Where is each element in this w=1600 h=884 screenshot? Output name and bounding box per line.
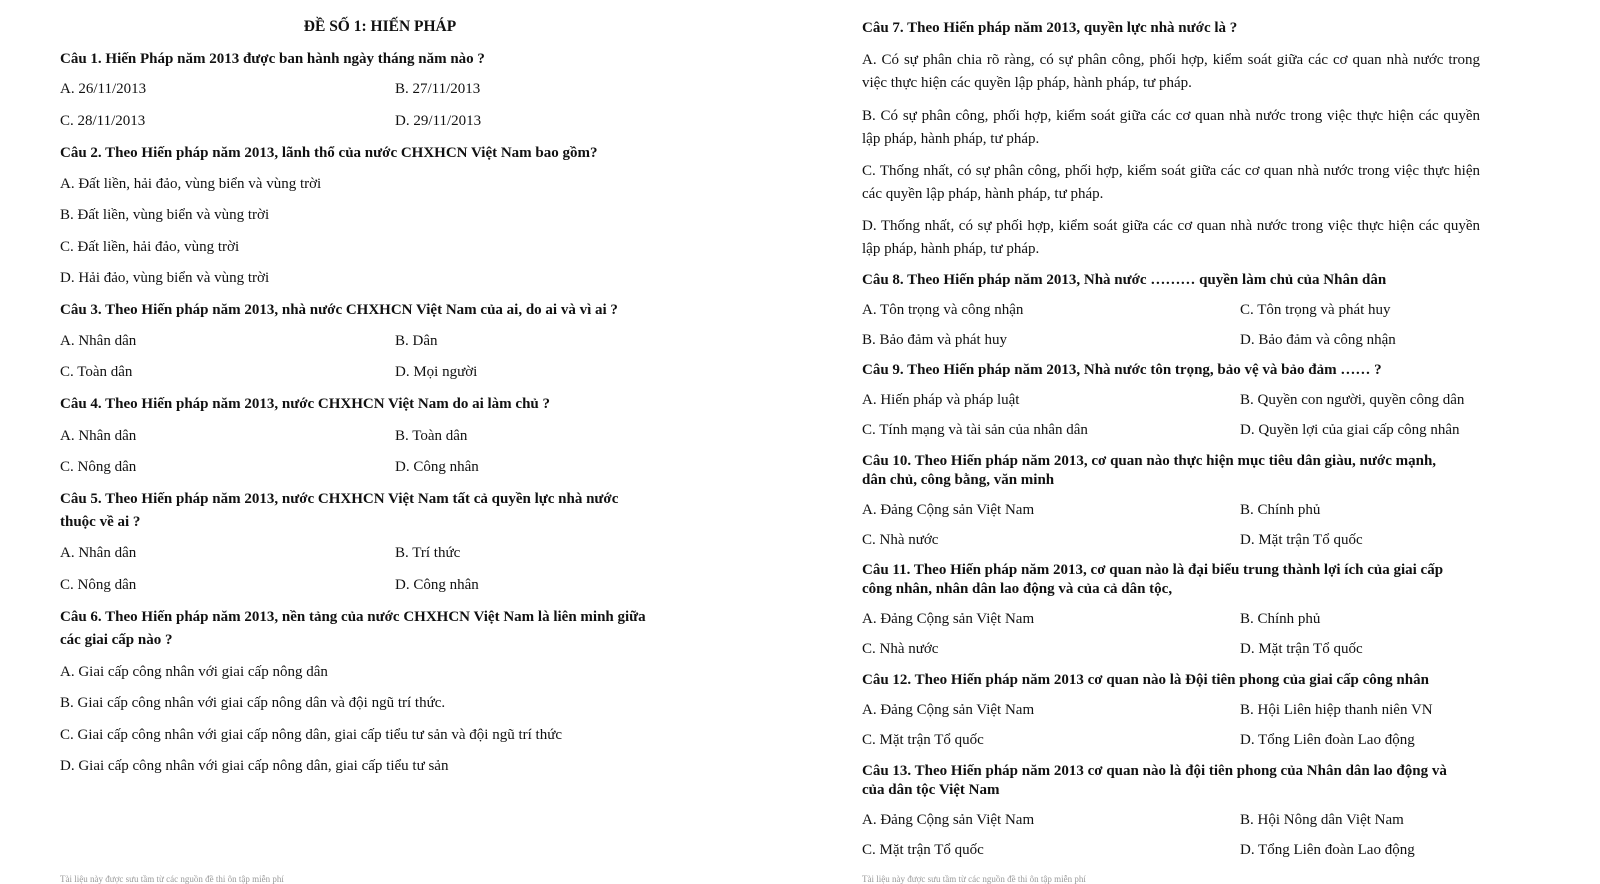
q9-option-d: D. Quyền lợi của giai cấp công nhân — [1240, 422, 1460, 438]
q1-option-c: C. 28/11/2013 — [60, 113, 146, 129]
q7-option-b: B. Có sự phân công, phối hợp, kiểm soát giữa các cơ quan nhà nước trong việc thực hiện các quyền lập pháp, hành pháp, tư pháp. — [862, 108, 1480, 147]
q12-option-a: A. Đảng Cộng sản Việt Nam — [862, 702, 1035, 718]
q5-option-b: B. Trí thức — [395, 545, 461, 561]
q4-option-d: D. Công nhân — [395, 459, 479, 475]
q9-option-a: A. Hiến pháp và pháp luật — [862, 392, 1020, 408]
question-1: Câu 1. Hiến Pháp năm 2013 được ban hành ngày tháng năm nào ? — [60, 51, 485, 67]
q1-option-a: A. 26/11/2013 — [60, 81, 147, 97]
question-13-line-1: Câu 13. Theo Hiến pháp năm 2013 cơ quan nào là đội tiên phong của Nhân dân lao động và — [862, 763, 1447, 779]
q5-option-a: A. Nhân dân — [60, 545, 137, 561]
q13-option-d: D. Tổng Liên đoàn Lao động — [1240, 842, 1415, 858]
document-title: ĐỀ SỐ 1: HIẾN PHÁP — [303, 18, 457, 35]
q4-option-c: C. Nông dân — [60, 459, 137, 475]
question-5-line-1: Câu 5. Theo Hiến pháp năm 2013, nước CHXHCN Việt Nam tất cả quyền lực nhà nước — [60, 491, 619, 507]
q1-option-b: B. 27/11/2013 — [395, 81, 481, 97]
q3-option-b: B. Dân — [395, 333, 438, 349]
question-5-line-2: thuộc về ai ? — [60, 514, 141, 530]
q9-option-b: B. Quyền con người, quyền công dân — [1240, 392, 1465, 408]
right-footer: Tài liệu này được sưu tầm từ các nguồn đề thi ôn tập miễn phí — [862, 874, 1086, 884]
q13-option-b: B. Hội Nông dân Việt Nam — [1240, 812, 1404, 828]
q10-option-c: C. Nhà nước — [862, 532, 939, 548]
q11-option-a: A. Đảng Cộng sản Việt Nam — [862, 611, 1035, 627]
q6-option-c: C. Giai cấp công nhân với giai cấp nông dân, giai cấp tiểu tư sản và đội ngũ trí thức — [60, 727, 562, 743]
question-2: Câu 2. Theo Hiến pháp năm 2013, lãnh thổ của nước CHXHCN Việt Nam bao gồm? — [60, 145, 598, 161]
question-12: Câu 12. Theo Hiến pháp năm 2013 cơ quan nào là Đội tiên phong của giai cấp công nhân — [862, 672, 1429, 688]
q2-option-a: A. Đất liền, hải đảo, vùng biển và vùng trời — [60, 176, 322, 192]
q2-option-c: C. Đất liền, hải đảo, vùng trời — [60, 239, 240, 255]
q2-option-d: D. Hải đảo, vùng biển và vùng trời — [60, 270, 270, 286]
q8-option-d: D. Bảo đảm và công nhận — [1240, 332, 1396, 348]
question-6-line-1: Câu 6. Theo Hiến pháp năm 2013, nền tảng của nước CHXHCN Việt Nam là liên minh giữa — [60, 609, 646, 625]
question-10-line-1: Câu 10. Theo Hiến pháp năm 2013, cơ quan nào thực hiện mục tiêu dân giàu, nước mạnh, — [862, 453, 1437, 469]
q11-option-c: C. Nhà nước — [862, 641, 939, 657]
question-3: Câu 3. Theo Hiến pháp năm 2013, nhà nước CHXHCN Việt Nam của ai, do ai và vì ai ? — [60, 302, 618, 318]
right-page — [800, 0, 1600, 882]
q11-option-d: D. Mặt trận Tổ quốc — [1240, 641, 1363, 657]
q4-option-b: B. Toàn dân — [395, 428, 468, 444]
q9-option-c: C. Tính mạng và tài sản của nhân dân — [862, 422, 1088, 438]
question-4: Câu 4. Theo Hiến pháp năm 2013, nước CHXHCN Việt Nam do ai làm chủ ? — [60, 396, 550, 412]
q3-option-c: C. Toàn dân — [60, 364, 133, 380]
q5-option-d: D. Công nhân — [395, 577, 479, 593]
q6-option-d: D. Giai cấp công nhân với giai cấp nông dân, giai cấp tiểu tư sản — [60, 758, 449, 774]
question-13-line-2: của dân tộc Việt Nam — [862, 782, 1000, 798]
q12-option-b: B. Hội Liên hiệp thanh niên VN — [1240, 702, 1433, 718]
q5-option-c: C. Nông dân — [60, 577, 137, 593]
q3-option-d: D. Mọi người — [395, 364, 478, 380]
q10-option-d: D. Mặt trận Tổ quốc — [1240, 532, 1363, 548]
q8-option-b: B. Bảo đảm và phát huy — [862, 332, 1007, 348]
q6-option-b: B. Giai cấp công nhân với giai cấp nông dân và đội ngũ trí thức. — [60, 695, 446, 711]
q10-option-a: A. Đảng Cộng sản Việt Nam — [862, 502, 1035, 518]
q8-option-c: C. Tôn trọng và phát huy — [1240, 302, 1391, 318]
q12-option-d: D. Tổng Liên đoàn Lao động — [1240, 732, 1415, 748]
question-9: Câu 9. Theo Hiến pháp năm 2013, Nhà nước tôn trọng, bảo vệ và bảo đảm …… ? — [862, 362, 1382, 378]
q13-option-a: A. Đảng Cộng sản Việt Nam — [862, 812, 1035, 828]
question-10-line-2: dân chủ, công bằng, văn minh — [862, 472, 1055, 488]
q6-option-a: A. Giai cấp công nhân với giai cấp nông dân — [60, 664, 328, 680]
q10-option-b: B. Chính phủ — [1240, 502, 1321, 518]
q12-option-c: C. Mặt trận Tổ quốc — [862, 732, 984, 748]
q13-option-c: C. Mặt trận Tổ quốc — [862, 842, 984, 858]
q1-option-d: D. 29/11/2013 — [395, 113, 482, 129]
q7-option-a: A. Có sự phân chia rõ ràng, có sự phân công, phối hợp, kiểm soát giữa các cơ quan nhà nước trong việc thực hiện các quyền lập pháp, hành pháp, tư pháp. — [862, 52, 1480, 91]
left-page — [0, 0, 780, 882]
question-6-line-2: các giai cấp nào ? — [60, 632, 173, 648]
left-footer: Tài liệu này được sưu tầm từ các nguồn đề thi ôn tập miễn phí — [60, 874, 284, 884]
q3-option-a: A. Nhân dân — [60, 333, 137, 349]
question-11-line-2: công nhân, nhân dân lao động và của cả dân tộc, — [862, 581, 1173, 597]
question-11-line-1: Câu 11. Theo Hiến pháp năm 2013, cơ quan nào là đại biểu trung thành lợi ích của giai cấp — [862, 562, 1444, 578]
q8-option-a: A. Tôn trọng và công nhận — [862, 302, 1024, 318]
q7-option-c: C. Thống nhất, có sự phân công, phối hợp, kiểm soát giữa các cơ quan nhà nước trong việc thực hiện các quyền lập pháp, hành pháp, tư pháp. — [862, 163, 1480, 202]
q7-option-d: D. Thống nhất, có sự phối hợp, kiểm soát giữa các cơ quan nhà nước trong việc thực hiện các quyền lập pháp, hành pháp, tư pháp. — [862, 218, 1480, 257]
q2-option-b: B. Đất liền, vùng biển và vùng trời — [60, 207, 270, 223]
q4-option-a: A. Nhân dân — [60, 428, 137, 444]
q11-option-b: B. Chính phủ — [1240, 611, 1321, 627]
question-7: Câu 7. Theo Hiến pháp năm 2013, quyền lực nhà nước là ? — [862, 20, 1238, 36]
question-8: Câu 8. Theo Hiến pháp năm 2013, Nhà nước ……… quyền làm chủ của Nhân dân — [862, 272, 1387, 288]
